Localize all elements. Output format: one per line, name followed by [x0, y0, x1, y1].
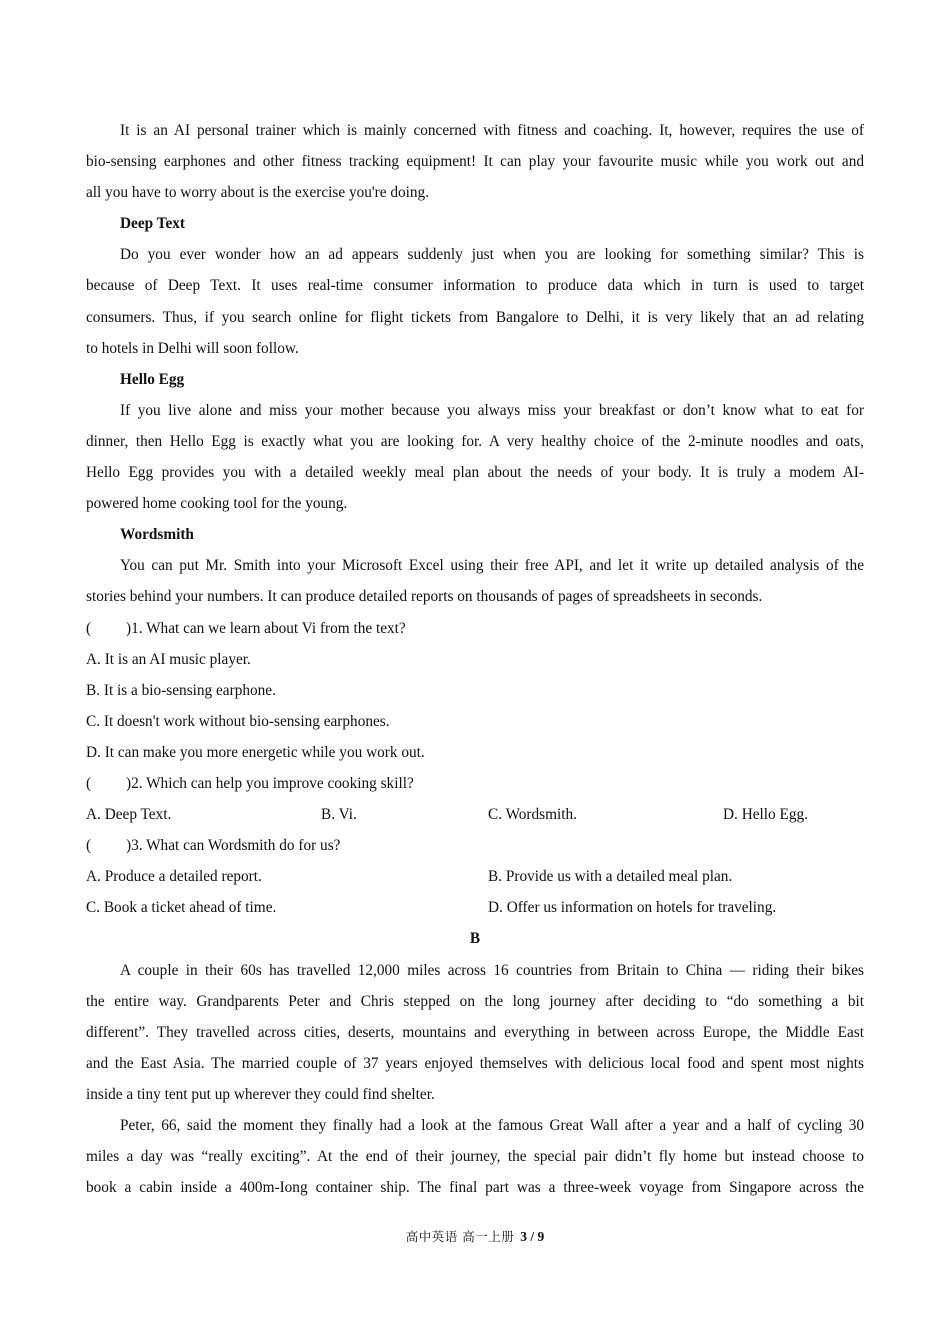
- vi-paragraph: [86, 115, 864, 208]
- answer-blank[interactable]: (: [86, 774, 92, 792]
- question-text: )3. What can Wordsmith do for us?: [126, 837, 341, 855]
- heading-wordsmith: Wordsmith: [120, 526, 194, 544]
- option-c: C. Book a ticket ahead of time.: [86, 899, 277, 917]
- text-line: It is an AI personal trainer which is mainly concerned with fitness and coaching. It, however, requires the use of: [120, 122, 864, 139]
- text-line: to hotels in Delhi will soon follow.: [86, 339, 299, 357]
- option-d: D. Hello Egg.: [723, 806, 808, 824]
- option-a: A. It is an AI music player.: [86, 650, 251, 668]
- text-line: Hello Egg provides you with a detailed weekly meal plan about the needs of your body. It is truly a modem AI-: [86, 464, 864, 482]
- option-b: B. It is a bio-sensing earphone.: [86, 681, 276, 699]
- text-line: A couple in their 60s has travelled 12,000 miles across 16 countries from Britain to China — riding their bikes: [120, 961, 864, 979]
- option-b: B. Vi.: [321, 806, 357, 824]
- text-line: Peter, 66, said the moment they finally had a look at the famous Great Wall after a year and a half of cycling 30: [120, 1117, 864, 1134]
- options-row: [86, 892, 864, 923]
- text-line: bio-sensing earphones and other fitness tracking equipment! It can play your favourite music while you work out and: [86, 153, 864, 171]
- text-line: powered home cooking tool for the young.: [86, 495, 348, 513]
- answer-blank[interactable]: (: [86, 837, 92, 855]
- text-line: If you live alone and miss your mother because you always miss your breakfast or don’t know what to eat for: [120, 401, 864, 419]
- option-d: D. It can make you more energetic while you work out.: [86, 743, 425, 761]
- options-row: [86, 861, 864, 892]
- hello-egg-paragraph: [86, 395, 864, 519]
- text-line: miles a day was “really exciting”. At the end of their journey, the special pair didn’t fly home but instead choose to: [86, 1148, 864, 1166]
- section-b-label: B: [469, 930, 481, 948]
- options-row: [86, 799, 864, 830]
- text-line: book a cabin inside a 400m-Iong container ship. The final part was a three-week voyage from Singapore across the: [86, 1179, 864, 1197]
- heading-deep-text: Deep Text: [120, 215, 186, 233]
- question-3: [86, 830, 864, 923]
- text-line: Do you ever wonder how an ad appears suddenly just when you are looking for something similar? This is: [120, 246, 864, 264]
- wordsmith-paragraph: [86, 550, 864, 612]
- text-line: all you have to worry about is the exercise you're doing.: [86, 184, 430, 202]
- question-text: )2. Which can help you improve cooking skill?: [126, 774, 414, 792]
- question-1: [86, 613, 864, 768]
- option-a: A. Produce a detailed report.: [86, 868, 262, 886]
- section-b-paragraph-1: [86, 955, 864, 1110]
- page-footer: [0, 1226, 950, 1248]
- text-line: consumers. Thus, if you search online for flight tickets from Bangalore to Delhi, it is very likely that an ad relating: [86, 308, 864, 326]
- footer-subject: 高中英语 高一上册: [405, 1229, 515, 1244]
- document-body: [86, 115, 864, 1203]
- text-line: inside a tiny tent put up wherever they could find shelter.: [86, 1085, 435, 1103]
- page-number: 3 / 9: [520, 1229, 545, 1244]
- text-line: the entire way. Grandparents Peter and Chris stepped on the long journey after deciding to “do something a bit: [86, 992, 864, 1010]
- question-stem: [86, 768, 864, 799]
- question-2: [86, 768, 864, 830]
- text-line: different”. They travelled across cities, deserts, mountains and everything in between across Europe, the Middle East: [86, 1023, 864, 1041]
- text-line: dinner, then Hello Egg is exactly what you are looking for. A very healthy choice of the 2-minute noodles and oats,: [86, 432, 864, 450]
- option-c: C. Wordsmith.: [488, 806, 578, 824]
- question-text: )1. What can we learn about Vi from the text?: [126, 619, 406, 637]
- text-line: You can put Mr. Smith into your Microsoft Excel using their free API, and let it write up detailed analysis of the: [120, 557, 864, 575]
- text-line: and the East Asia. The married couple of 37 years enjoyed themselves with delicious local food and spent most nights: [86, 1054, 864, 1072]
- option-c: C. It doesn't work without bio-sensing earphones.: [86, 712, 390, 730]
- question-stem: [86, 613, 864, 644]
- text-line: stories behind your numbers. It can produce detailed reports on thousands of pages of spreadsheets in seconds.: [86, 588, 763, 606]
- deep-text-paragraph: [86, 239, 864, 363]
- option-a: A. Deep Text.: [86, 806, 172, 824]
- answer-blank[interactable]: (: [86, 619, 92, 637]
- option-d: D. Offer us information on hotels for traveling.: [488, 899, 777, 917]
- heading-hello-egg: Hello Egg: [120, 370, 185, 388]
- question-stem: [86, 830, 864, 861]
- option-b: B. Provide us with a detailed meal plan.: [488, 868, 733, 886]
- text-line: because of Deep Text. It uses real-time consumer information to produce data which in turn is used to target: [86, 277, 864, 295]
- section-b-paragraph-2: [86, 1110, 864, 1203]
